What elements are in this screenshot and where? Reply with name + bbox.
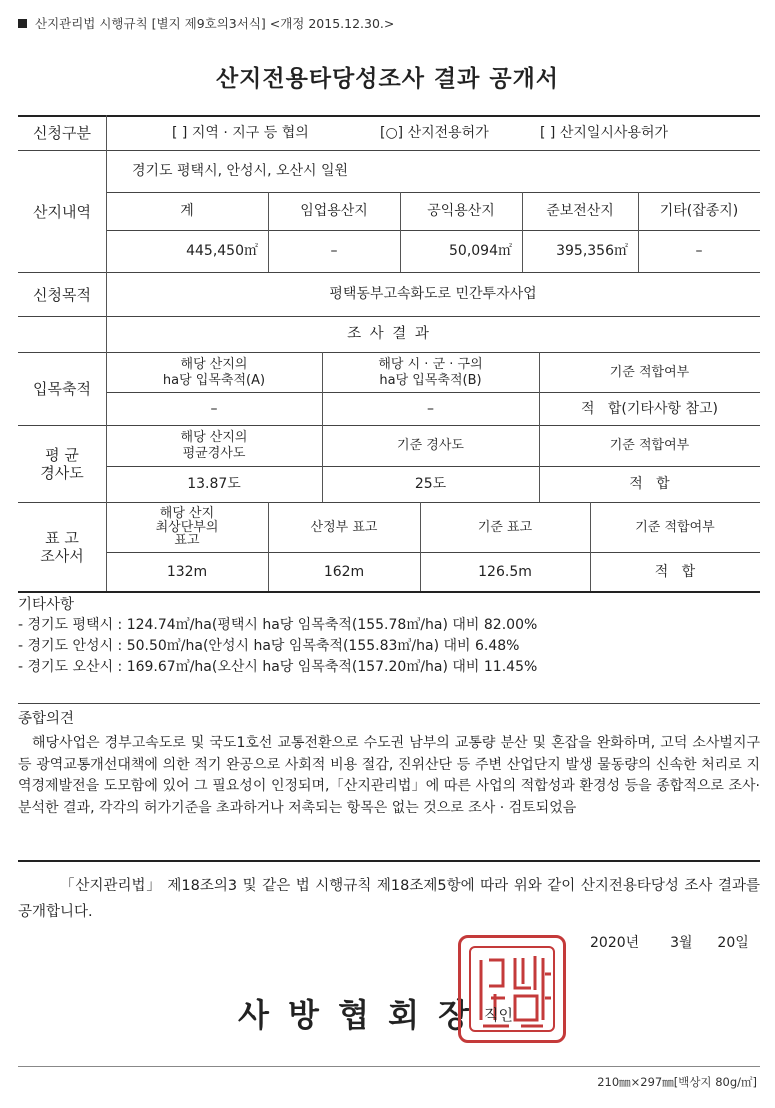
forest-location: 경기도 평택시, 안성시, 오산시 일원 (132, 163, 349, 180)
elevation-header-site-top: 해당 산지 최상단부의 표고 (155, 506, 219, 549)
col-header-other-land: 기타(잡종지) (659, 203, 739, 220)
stock-value-compliance: 적 합(기타사항 참고) (581, 400, 718, 417)
elevation-value-summit: 162m (323, 563, 365, 580)
opinion-title: 종합의견 (18, 711, 75, 727)
stock-header-site: 해당 산지의 ha당 입목축적(A) (162, 356, 266, 388)
stock-label: 입목축적 (33, 380, 91, 398)
elevation-value-compliance: 적 합 (654, 563, 696, 580)
disclosure-statement: 「산지관리법」 제18조의3 및 같은 법 시행규칙 제18조제5항에 따라 위와 같이 산지전용타당성 조사 결과를 공개합니다. (18, 878, 760, 920)
elevation-value-standard: 126.5m (478, 563, 532, 580)
form-reference-note (18, 14, 394, 32)
stock-value-site: – (210, 400, 218, 417)
seal-word: 직인 (484, 1006, 513, 1024)
date-month: 3월 (670, 935, 693, 951)
elevation-value-site-top: 132m (166, 563, 208, 580)
stock-value-district: – (427, 400, 434, 417)
elevation-header-summit: 산정부 표고 (310, 519, 378, 535)
other-notes-title: 기타사항 (18, 597, 75, 613)
slope-header-compliance: 기준 적합여부 (609, 438, 690, 454)
issue-date (590, 932, 749, 952)
stock-header-district: 해당 시 · 군 · 구의 ha당 입목축적(B) (378, 356, 483, 388)
value-forestry-land: – (330, 243, 338, 260)
col-header-total: 계 (180, 203, 194, 220)
elevation-header-compliance: 기준 적합여부 (635, 519, 715, 535)
value-total: 445,450㎡ (186, 243, 258, 260)
opinion-text: 해당사업은 경부고속도로 및 국도1호선 교통전환으로 수도권 남부의 교통량 분산 및 혼잡을 완화하며, 고덕 소사벌지구 등 광역교통개선대책에 의한 적기 완공으로 사회적 비용 절감, 진위산단 등 주변 산업단지 발생 물동량의 신속한 처리로 지역경제발전을 도모함에 있어 그 필요성이 인정되며,「산지관리법」에 따른 사업의 적합성과 환경성 등을 종합적으로 조사·분석한 결과, 각각의 허가기준을 초과하거나 저촉되는 항목은 없는 것으로 조사 · 검토되었음 (18, 735, 760, 816)
elevation-header-standard: 기준 표고 (477, 519, 533, 535)
option-forest-conversion-permit: [○] 산지전용허가 (380, 124, 489, 141)
slope-value-compliance: 적 합 (629, 476, 670, 493)
slope-header-standard: 기준 경사도 (397, 438, 464, 454)
official-seal (458, 935, 566, 1043)
other-note-line: - 경기도 평택시 : 124.74㎥/ha(평택시 ha당 임목축적(155.78㎥/ha) 대비 82.00% (18, 617, 538, 633)
elevation-label: 표 고 조사서 (40, 529, 84, 565)
application-type-label: 신청구분 (33, 124, 91, 142)
other-note-line: - 경기도 오산시 : 169.67㎥/ha(오산시 ha당 임목축적(157.20㎥/ha) 대비 11.45% (18, 659, 538, 675)
value-public-land: 50,094㎡ (449, 243, 512, 260)
stock-header-compliance: 기준 적합여부 (609, 364, 690, 380)
purpose-label: 신청목적 (33, 285, 91, 304)
col-header-public-land: 공익용산지 (427, 203, 495, 220)
col-header-semi-reserve-land: 준보전산지 (546, 203, 614, 220)
other-note-line: - 경기도 안성시 : 50.50㎥/ha(안성시 ha당 임목축적(155.83㎥/ha) 대비 6.48% (18, 638, 520, 654)
date-year: 2020년 (590, 935, 640, 951)
forest-details-label: 산지내역 (33, 202, 91, 221)
survey-results-heading: 조 사 결 과 (347, 325, 431, 342)
slope-header-site: 해당 산지의 평균경사도 (180, 430, 248, 461)
slope-value-site: 13.87도 (187, 476, 241, 493)
signer-title: 사 방 협 회 장 (238, 996, 474, 1034)
date-day: 20일 (717, 935, 749, 951)
document-title: 산지전용타당성조사 결과 공개서 (215, 66, 560, 92)
value-other-land: – (695, 243, 703, 260)
slope-value-standard: 25도 (414, 476, 447, 493)
form-reference-text: 산지관리법 시행규칙 [별지 제9호의3서식] <개정 2015.12.30.> (35, 16, 395, 31)
value-semi-reserve-land: 395,356㎡ (556, 243, 628, 260)
col-header-forestry-land: 임업용산지 (300, 203, 368, 220)
square-bullet-icon (18, 19, 27, 28)
slope-label: 평 균 경사도 (40, 446, 84, 482)
option-zone-consultation: [ ] 지역 · 지구 등 협의 (172, 124, 309, 141)
purpose-value: 평택동부고속화도로 민간투자사업 (329, 286, 537, 303)
paper-spec-footer: 210㎜×297㎜[백상지 80g/㎡] (597, 1075, 757, 1089)
option-temporary-use-permit: [ ] 산지일시사용허가 (540, 124, 669, 141)
